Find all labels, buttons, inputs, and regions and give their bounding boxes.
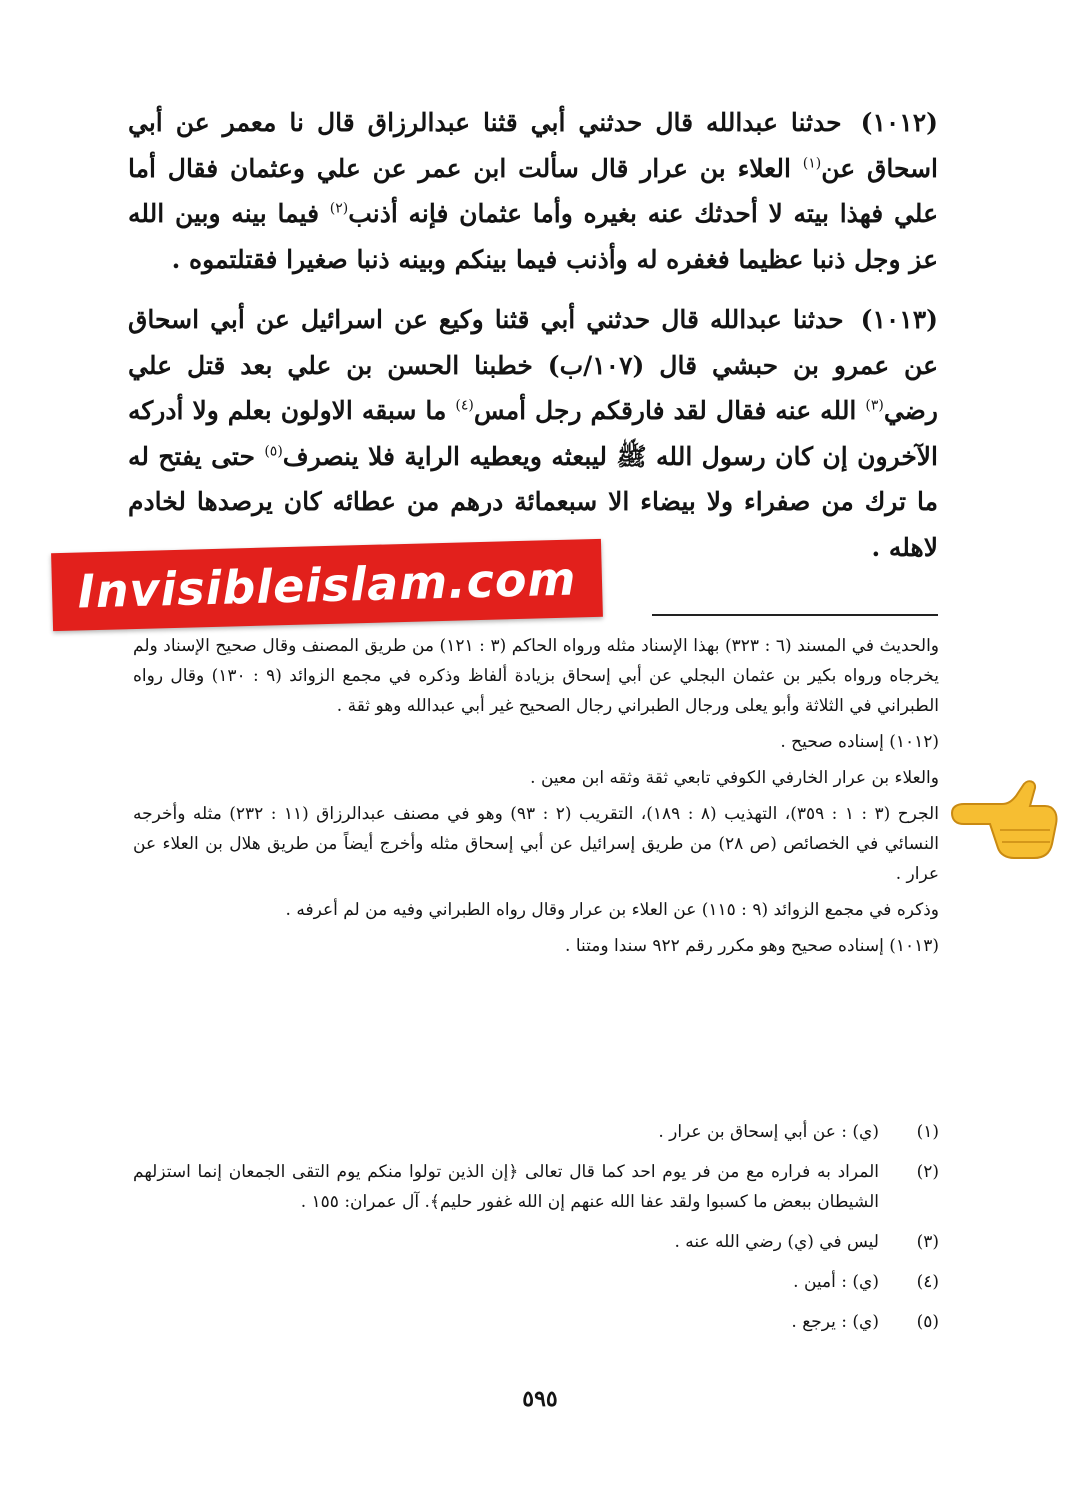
footnote-mark: (٥)	[264, 443, 283, 460]
hadith-text: حتى يفتح له ما ترك من صفراء ولا بيضاء الا سبعمائة درهم من عطائه كان يرصدها لخادم لاهله .	[128, 441, 938, 562]
footnote-paragraph: والحديث في المسند (٦ : ٣٢٣) بهذا الإسناد مثله ورواه الحاكم (٣ : ١٢١) من طريق المصنف وقال صحيح الإسناد ولم يخرجاه ورواه بكير بن عثمان البجلي عن أبي إسحاق بزيادة ألفاظ وذكره في مجمع الزوائد (٩ : ١٣٠) وقال رواه الطبراني في الثلاثة وأبو يعلى ورجال الطبراني رجال الصحيح غير أبي عبدالله وهو ثقة .	[133, 636, 940, 716]
hadith-1012	[128, 100, 938, 282]
footnote-mark: (٤)	[455, 397, 474, 414]
hadith-text: حدثنا عبدالله قال حدثني أبي قثنا وكيع عن اسرائيل عن أبي اسحاق عن عمرو بن حبشي قال (١٠٧/ب) خطبنا الحسن بن علي بعد قتل علي رضي	[128, 305, 939, 425]
variant-number: (٥)	[916, 1312, 939, 1332]
variant-text: (ي) : عن أبي إسحاق بن عرار .	[658, 1122, 879, 1142]
variant-number: (٢)	[916, 1162, 939, 1182]
variant-text: (ي) : يرجع .	[791, 1312, 879, 1332]
footnote-paragraph: (١٠١٢) إسناده صحيح .	[780, 732, 939, 752]
hadith-number: (١٠١٢)	[860, 108, 938, 137]
variant-note	[133, 1227, 939, 1257]
footnote-mark: (٢)	[329, 200, 349, 217]
footnotes	[133, 631, 939, 967]
main-text	[128, 100, 938, 585]
hadith-text: الله عنه فقال لقد فارقكم رجل أمس	[473, 396, 866, 425]
footnote-mark: (٣)	[865, 397, 884, 414]
variant-note	[133, 1307, 939, 1337]
hadith-text: ما سبقه الاولون بعلم ولا أدركه الآخرون إن كان رسول الله ﷺ ليبعثه ويعطيه الراية فلا ينصرف	[128, 396, 938, 471]
footnote-paragraph: والعلاء بن عرار الخارفي الكوفي تابعي ثقة وثقه ابن معين .	[530, 768, 939, 788]
variant-note	[133, 1157, 939, 1217]
variant-number: (٣)	[916, 1232, 939, 1252]
hadith-text: العلاء بن عرار قال سألت ابن عمر عن علي وعثمان فقال أما علي فهذا بيته لا أحدثك عنه بغيره وأما عثمان فإنه أذنب	[128, 153, 938, 228]
hadith-text: فيما بينه وبين الله عز وجل ذنبا عظيما فغفره له وأذنب فيما بينكم وبينه ذنبا صغيرا فقتلتموه .	[128, 199, 938, 274]
footnote-paragraph: الجرح (٣ : ١ : ٣٥٩)، التهذيب (٨ : ١٨٩)، التقريب (٢ : ٩٣) وهو في مصنف عبدالرزاق (١١ : ٢٣٢) مثله وأخرجه النسائي في الخصائص (ص ٢٨) من طريق إسرائيل عن أبي إسحاق مثله وأخرج أيضاً من طريق هلال بن العلاء عن عرار .	[133, 804, 939, 884]
hadith-1013	[128, 297, 938, 570]
footnote-mark: (١)	[802, 155, 822, 172]
variant-note	[133, 1117, 939, 1147]
variant-text: المراد به فراره مع من فر يوم احد كما قال تعالى ﴿إن الذين تولوا منكم يوم التقى الجمعان إنما استزلهم الشيطان ببعض ما كسبوا ولقد عفا الله عنهم إن الله غفور حليم﴾. آل عمران: ١٥٥ .	[133, 1162, 879, 1212]
page-number: ٥٩٥	[522, 1386, 558, 1412]
watermark-text: Invisibleislam.com	[76, 551, 578, 619]
hadith-number: (١٠١٣)	[860, 305, 938, 334]
footnote-paragraph: (١٠١٣) إسناده صحيح وهو مكرر رقم ٩٢٢ سندا ومتنا .	[565, 936, 939, 956]
variant-notes	[133, 1117, 939, 1347]
pointing-hand-icon	[950, 780, 1060, 860]
footnote-paragraph: وذكره في مجمع الزوائد (٩ : ١١٥) عن العلاء بن عرار وقال رواه الطبراني وفيه من لم أعرفه .	[285, 900, 939, 920]
footnote-divider	[652, 614, 938, 616]
variant-text: (ي) : أمين .	[793, 1272, 879, 1292]
variant-number: (٤)	[916, 1272, 939, 1292]
variant-text: ليس في (ي) رضي الله عنه .	[674, 1232, 879, 1252]
hadith-text: حدثنا عبدالله قال حدثني أبي قثنا عبدالرزاق قال نا معمر عن أبي اسحاق عن	[128, 108, 939, 183]
variant-note	[133, 1267, 939, 1297]
watermark-banner	[51, 539, 603, 631]
variant-number: (١)	[916, 1122, 939, 1142]
